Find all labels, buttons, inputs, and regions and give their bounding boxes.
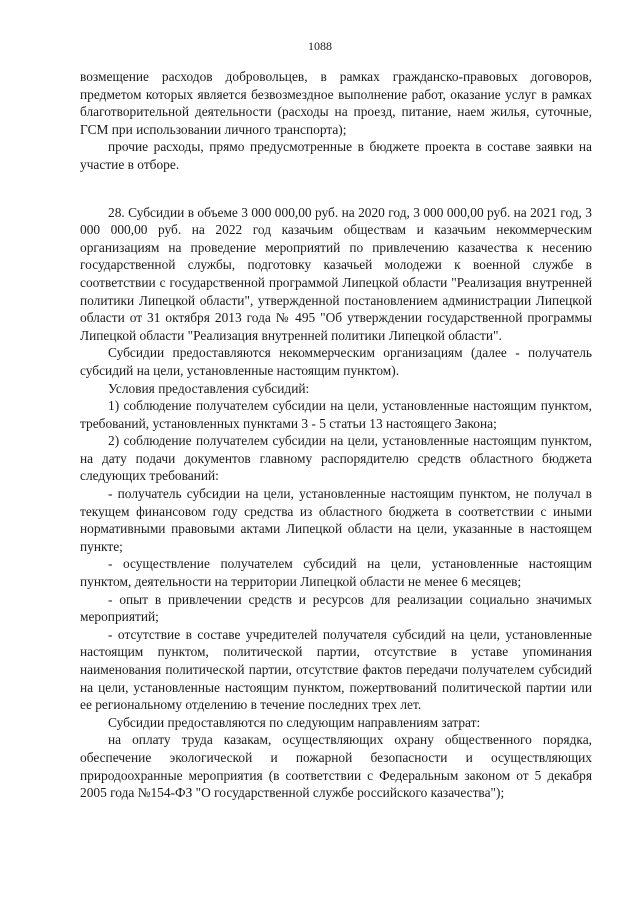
page-number: 1088	[308, 39, 332, 53]
paragraph-recipients: Субсидии предоставляются некоммерческим организациям (далее - получатель субсидий на цели, установленные настоящим пунктом).	[80, 345, 592, 378]
paragraph-requirement-no-other-funds: - получатель субсидии на цели, установленные настоящим пунктом, не получал в текущем финансовом году средства из областного бюджета в соответствии с иными нормативными правовыми актами Липецкой области на цели, указанные в настоящем пункте;	[80, 486, 592, 554]
paragraph-item-28: 28. Субсидии в объеме 3 000 000,00 руб. на 2020 год, 3 000 000,00 руб. на 2021 год, 3 000 000,00 руб. на 2022 год казачьим обществам и казачьим некоммерческим организациям на проведение мероприятий по привлечению казачества к несению государственной службы, подготовку казачьей молодежи к военной службе в соответствии с государственной программой Липецкой области "Реализация внутренней политики Липецкой области", утвержденной постановлением администрации Липецкой области от 31 октября 2013 года № 495 "Об утверждении государственной программы Липецкой области "Реализация внутренней политики Липецкой области".	[80, 204, 592, 343]
paragraph-labor-payment: на оплату труда казакам, осуществляющих охрану общественного порядка, обеспечение экологической и пожарной безопасности и осуществляющих природоохранные мероприятия (в соответствии с Федеральным законом от 5 декабря 2005 года №154-ФЗ "О государственной службе российского казачества");	[80, 732, 592, 801]
paragraph-requirement-experience: - опыт в привлечении средств и ресурсов для реализации социально значимых мероприятий;	[80, 591, 592, 625]
paragraph-requirement-no-party: - отсутствие в составе учредителей получателя субсидий на цели, установленные настоящим пунктом, политической партии, отсутствие в уставе упоминания наименования политической партии, отсутствие фактов передачи получателем субсидий на цели, установленные настоящим пунктом, пожертвований политической партии или ее региональному отделению в течение последних трех лет.	[80, 626, 592, 713]
document-body	[80, 68, 592, 802]
paragraph-conditions-heading: Условия предоставления субсидий:	[108, 380, 310, 396]
paragraph-volunteer-expenses: возмещение расходов добровольцев, в рамках гражданско-правовых договоров, предметом которых является безвозмездное выполнение работ, оказание услуг в рамках благотворительной деятельности (расходы на проезд, питание, наем жилья, суточные, ГСМ при использовании личного транспорта);	[80, 69, 592, 137]
paragraph-other-expenses: прочие расходы, прямо предусмотренные в бюджете проекта в составе заявки на участие в отборе.	[80, 139, 592, 172]
paragraph-condition-1: 1) соблюдение получателем субсидии на цели, установленные настоящим пунктом, требований, установленных пунктами 3 - 5 статьи 13 настоящего Закона;	[80, 398, 592, 431]
paragraph-requirement-6-months: - осуществление получателем субсидий на цели, установленные настоящим пунктом, деятельности на территории Липецкой области не менее 6 месяцев;	[80, 556, 592, 590]
paragraph-expense-directions: Субсидии предоставляются по следующим направлениям затрат:	[108, 714, 481, 730]
paragraph-condition-2: 2) соблюдение получателем субсидии на цели, установленные настоящим пунктом, на дату подачи документов главному распорядителю средств областного бюджета следующих требований:	[80, 433, 592, 484]
